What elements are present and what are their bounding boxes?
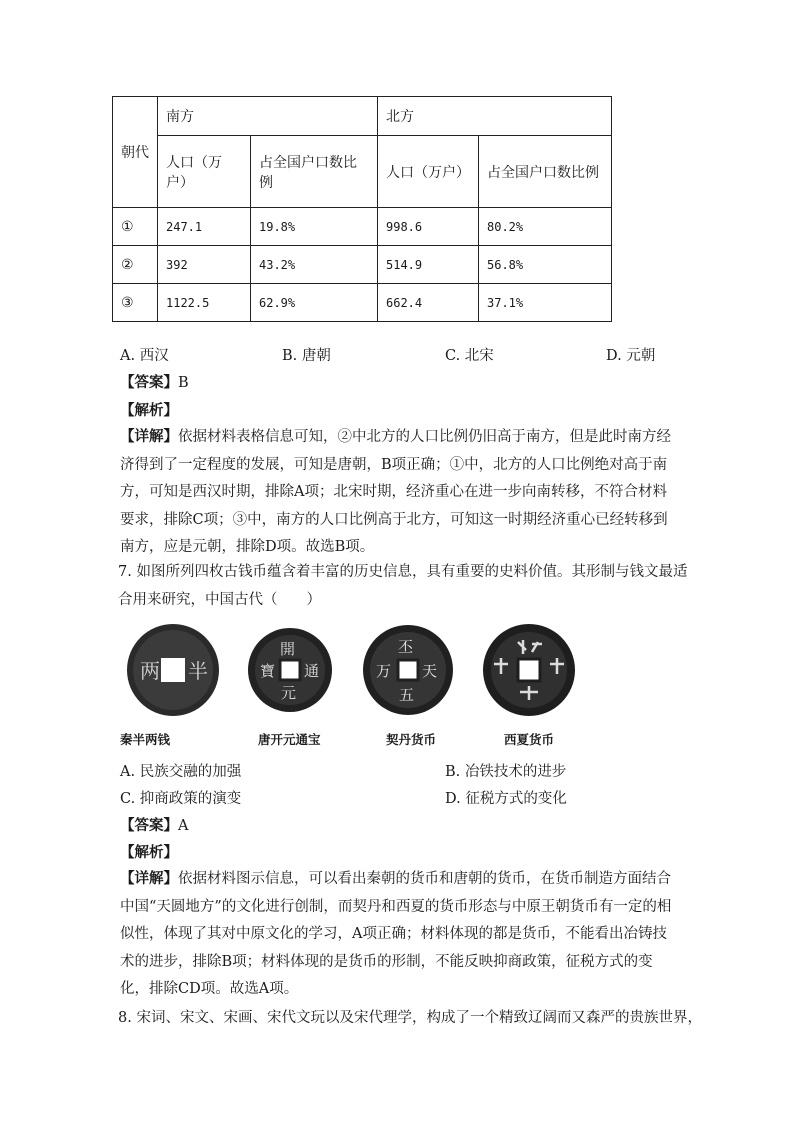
q6-detail	[120, 423, 680, 562]
coin-xixia	[483, 624, 575, 716]
row-label: ③	[113, 284, 158, 322]
north-ratio: 56.8%	[479, 246, 612, 284]
detail-text: 依据材料表格信息可知，②中北方的人口比例仍旧高于南方，但是此时南方经济得到了一定程度的发展，可知是唐朝，B项正确；①中，北方的人口比例绝对高于南方，可知是西汉时期，排除A项；北宋时期，经济重心在进一步向南转移，不符合材料要求，排除C项；③中，南方的人口比例高于北方，可知这一时期经济重心已经转移到南方，应是元朝，排除D项。故选B项。	[120, 429, 671, 555]
north-pop: 662.4	[378, 284, 479, 322]
coin-glyph: 開	[280, 640, 296, 658]
south-pop: 247.1	[158, 208, 251, 246]
north-ratio-header: 占全国户口数比例	[479, 136, 612, 208]
south-ratio-header: 占全国户口数比例	[251, 136, 378, 208]
coin-glyph: 寶	[260, 662, 276, 680]
coin-caption: 契丹货币	[386, 732, 437, 747]
table-row	[113, 246, 612, 284]
dynasty-header: 朝代	[113, 97, 158, 208]
coin-glyph: 元	[281, 684, 297, 702]
coin-qin	[127, 624, 219, 716]
south-pop: 1122.5	[158, 284, 251, 322]
q7-option-a: A. 民族交融的加强	[120, 764, 242, 780]
coin-tang	[248, 628, 332, 712]
coin-glyph: 通	[304, 662, 320, 680]
q7-analysis-tag: 【解析】	[120, 844, 178, 861]
coin-glyph: 两	[140, 659, 160, 683]
north-pop-header: 人口（万户）	[378, 136, 479, 208]
answer-tag: 【答案】	[120, 374, 178, 391]
coin-figure	[118, 620, 588, 750]
population-table	[112, 96, 612, 322]
q6-option-a: A. 西汉	[120, 348, 169, 364]
detail-tag: 【详解】	[120, 428, 178, 445]
q7-option-c: C. 抑商政策的演变	[120, 791, 242, 807]
table-row	[113, 208, 612, 246]
coin-khitan	[363, 625, 453, 715]
q6-analysis-tag: 【解析】	[120, 402, 178, 419]
coin-glyph: 丕	[398, 638, 414, 656]
q6-option-b: B. 唐朝	[282, 348, 331, 364]
answer-value: B	[178, 375, 189, 391]
coin-caption: 唐开元通宝	[258, 732, 321, 747]
q6-option-c: C. 北宋	[445, 348, 494, 364]
q7-option-d: D. 征税方式的变化	[445, 791, 567, 807]
table-row	[113, 284, 612, 322]
coins-svg	[118, 620, 588, 720]
row-label: ①	[113, 208, 158, 246]
south-pop-header: 人口（万户）	[158, 136, 251, 208]
coin-glyph: 万	[376, 662, 392, 680]
south-ratio: 62.9%	[251, 284, 378, 322]
q7-detail	[120, 865, 680, 1004]
south-ratio: 19.8%	[251, 208, 378, 246]
north-header: 北方	[378, 97, 612, 136]
coin-caption: 秦半两钱	[120, 732, 171, 747]
answer-tag: 【答案】	[120, 817, 178, 834]
q7-stem-line1: 7. 如图所列四枚古钱币蕴含着丰富的历史信息，具有重要的史料价值。其形制与钱文最适	[118, 564, 688, 580]
answer-value: A	[178, 818, 189, 834]
south-ratio: 43.2%	[251, 246, 378, 284]
coin-caption: 西夏货币	[504, 732, 555, 747]
north-pop: 514.9	[378, 246, 479, 284]
q7-option-b: B. 冶铁技术的进步	[445, 764, 567, 780]
coin-glyph: 天	[422, 662, 438, 680]
north-ratio: 80.2%	[479, 208, 612, 246]
south-header: 南方	[158, 97, 378, 136]
q7-answer	[120, 816, 188, 836]
north-pop: 998.6	[378, 208, 479, 246]
south-pop: 392	[158, 246, 251, 284]
row-label: ②	[113, 246, 158, 284]
coin-glyph: 五	[399, 686, 415, 704]
q6-option-d: D. 元朝	[606, 348, 656, 364]
q6-answer	[120, 373, 189, 393]
q7-stem-line2: 合用来研究，中国古代（ ）	[118, 592, 321, 608]
detail-tag: 【详解】	[120, 870, 178, 887]
q8-stem-line1: 8. 宋词、宋文、宋画、宋代文玩以及宋代理学，构成了一个精致辽阔而又森严的贵族世界，	[118, 1010, 702, 1026]
coin-glyph: 半	[188, 659, 208, 683]
detail-text: 依据材料图示信息，可以看出秦朝的货币和唐朝的货币，在货币制造方面结合中国“天圆地方”的文化进行创制，而契丹和西夏的货币形态与中原王朝货币有一定的相似性，体现了其对中原文化的学习，A项正确；材料体现的都是货币，不能看出冶铸技术的进步，排除B项；材料体现的是货币的形制，不能反映抑商政策，征税方式的变化，排除CD项。故选A项。	[120, 871, 672, 997]
north-ratio: 37.1%	[479, 284, 612, 322]
